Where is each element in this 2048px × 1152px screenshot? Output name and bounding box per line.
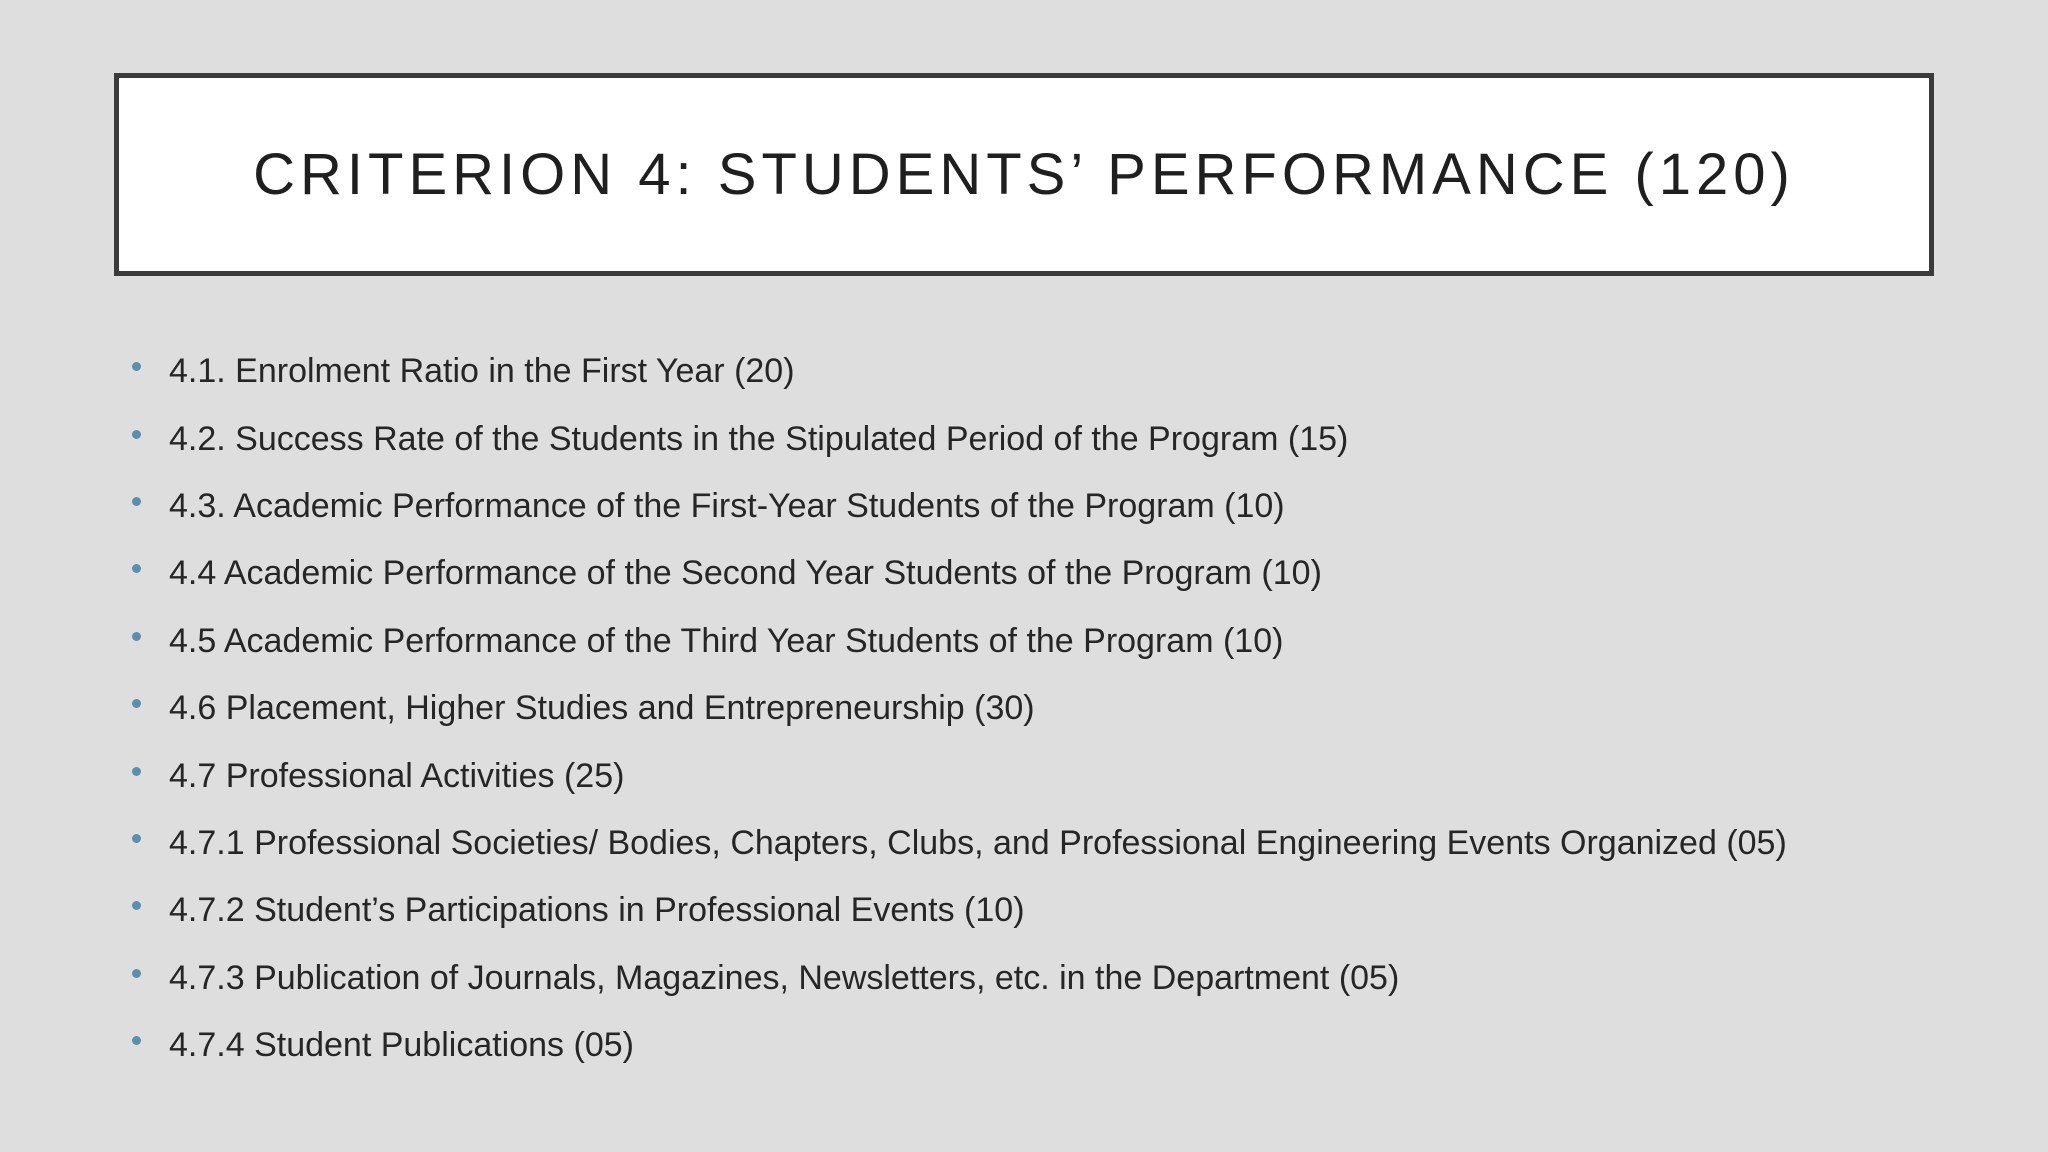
list-item [128, 945, 1988, 1012]
bullet-icon [132, 564, 141, 573]
list-item-text: 4.1. Enrolment Ratio in the First Year (20) [169, 352, 795, 391]
bullet-icon [132, 632, 141, 641]
list-item-text: 4.7.2 Student’s Participations in Professional Events (10) [169, 891, 1025, 930]
list-item [128, 473, 1988, 540]
list-item-text: 4.7.1 Professional Societies/ Bodies, Chapters, Clubs, and Professional Engineering Events Organized (05) [169, 823, 1787, 862]
list-item [128, 608, 1988, 675]
list-item [128, 540, 1988, 607]
list-item [128, 675, 1988, 742]
list-item-text: 4.6 Placement, Higher Studies and Entrepreneurship (30) [169, 689, 1035, 728]
title-box [114, 73, 1934, 276]
bullet-list [128, 338, 1988, 1079]
list-item [128, 1012, 1988, 1079]
list-item-text: 4.7.4 Student Publications (05) [169, 1026, 634, 1065]
list-item-text: 4.2. Success Rate of the Students in the Stipulated Period of the Program (15) [169, 419, 1349, 458]
list-item-text: 4.7 Professional Activities (25) [169, 756, 625, 795]
list-item [128, 810, 1988, 877]
bullet-icon [132, 767, 141, 776]
bullet-icon [132, 1036, 141, 1045]
bullet-icon [132, 699, 141, 708]
slide-title: CRITERION 4: STUDENTS’ PERFORMANCE (120) [253, 142, 1795, 207]
list-item [128, 877, 1988, 944]
list-item [128, 405, 1988, 472]
bullet-icon [132, 834, 141, 843]
list-item-text: 4.7.3 Publication of Journals, Magazines, Newsletters, etc. in the Department (05) [169, 958, 1400, 997]
list-item-text: 4.4 Academic Performance of the Second Year Students of the Program (10) [169, 554, 1322, 593]
bullet-icon [132, 430, 141, 439]
bullet-icon [132, 497, 141, 506]
list-item [128, 742, 1988, 809]
list-item [128, 338, 1988, 405]
bullet-icon [132, 362, 141, 371]
bullet-icon [132, 969, 141, 978]
list-item-text: 4.3. Academic Performance of the First-Year Students of the Program (10) [169, 486, 1285, 525]
list-item-text: 4.5 Academic Performance of the Third Year Students of the Program (10) [169, 621, 1284, 660]
bullet-icon [132, 901, 141, 910]
